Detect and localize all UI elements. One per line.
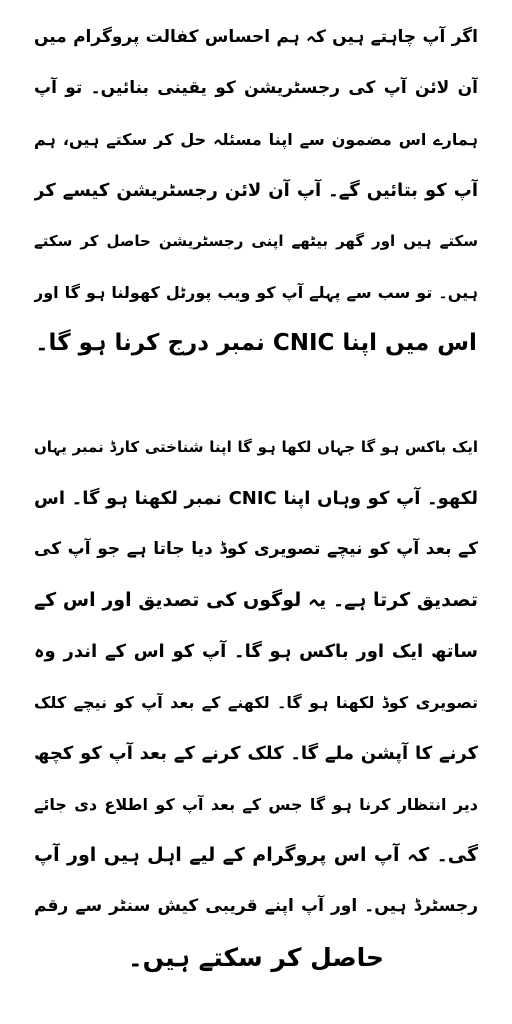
paragraph-1-line-7: اس میں اپنا CNIC نمبر درج کرنا ہو گا۔ xyxy=(35,330,477,356)
paragraph-2-line-1: ایک باکس ہو گا جہاں لکھا ہو گا اپنا شناختی کارڈ نمبر یہاں xyxy=(34,438,478,456)
paragraph-2-line-4: تصدیق کرتا ہے۔ یہ لوگوں کی تصدیق اور اس کے xyxy=(34,589,478,611)
paragraph-2-line-11: حاصل کر سکتے ہیں۔ xyxy=(127,943,385,972)
paragraph-2-line-3: کے بعد آپ کو نیچے تصویری کوڈ دیا جاتا ہے جو آپ کی xyxy=(34,539,478,559)
paragraph-2-line-6: تصویری کوڈ لکھنا ہو گا۔ لکھنے کے بعد آپ کو نیچے کلک xyxy=(34,693,478,712)
paragraph-spacer xyxy=(34,369,478,422)
paragraph-1-line-5: سکتے ہیں اور گھر بیٹھے اپنی رجسٹریشن حاصل کر سکتے xyxy=(34,232,478,250)
paragraph-2-line-10: رجسٹرڈ ہیں۔ اور آپ اپنے قریبی کیش سنٹر سے رقم xyxy=(34,896,478,916)
paragraph-2-line-8: دیر انتظار کرنا ہو گا جس کے بعد آپ کو اطلاع دی جائے xyxy=(34,795,478,814)
paragraph-2-line-5: ساتھ ایک اور باکس ہو گا۔ آپ کو اس کے اندر وہ xyxy=(34,641,478,662)
paragraph-1-line-6: ہیں۔ تو سب سے پہلے آپ کو ویب پورٹل کھولنا ہو گا اور xyxy=(34,283,478,302)
paragraph-2-line-2: لکھو۔ آپ کو وہاں اپنا CNIC نمبر لکھنا ہو گا۔ اس xyxy=(34,488,478,509)
paragraph-1-line-2: آن لائن آپ کی رجسٹریشن کو یقینی بنائیں۔ تو آپ xyxy=(34,78,478,98)
paragraph-1-line-1: اگر آپ چاہتے ہیں کہ ہم احساس کفالت پروگرام میں xyxy=(34,27,478,47)
article-paragraph-2 xyxy=(34,422,478,983)
paragraph-1-line-3: ہمارے اس مضمون سے اپنا مسئلہ حل کر سکتے ہیں، ہم xyxy=(34,130,478,149)
paragraph-2-line-7: کرنے کا آپشن ملے گا۔ کلک کرنے کے بعد آپ کو کچھ xyxy=(34,743,478,764)
paragraph-2-line-9: گی۔ کہ آپ اس پروگرام کے لیے اہل ہیں اور آپ xyxy=(34,844,478,866)
paragraph-1-line-4: آپ کو بتائیں گے۔ آپ آن لائن رجسٹریشن کیسے کر xyxy=(34,180,478,201)
article-paragraph-1 xyxy=(34,12,478,369)
